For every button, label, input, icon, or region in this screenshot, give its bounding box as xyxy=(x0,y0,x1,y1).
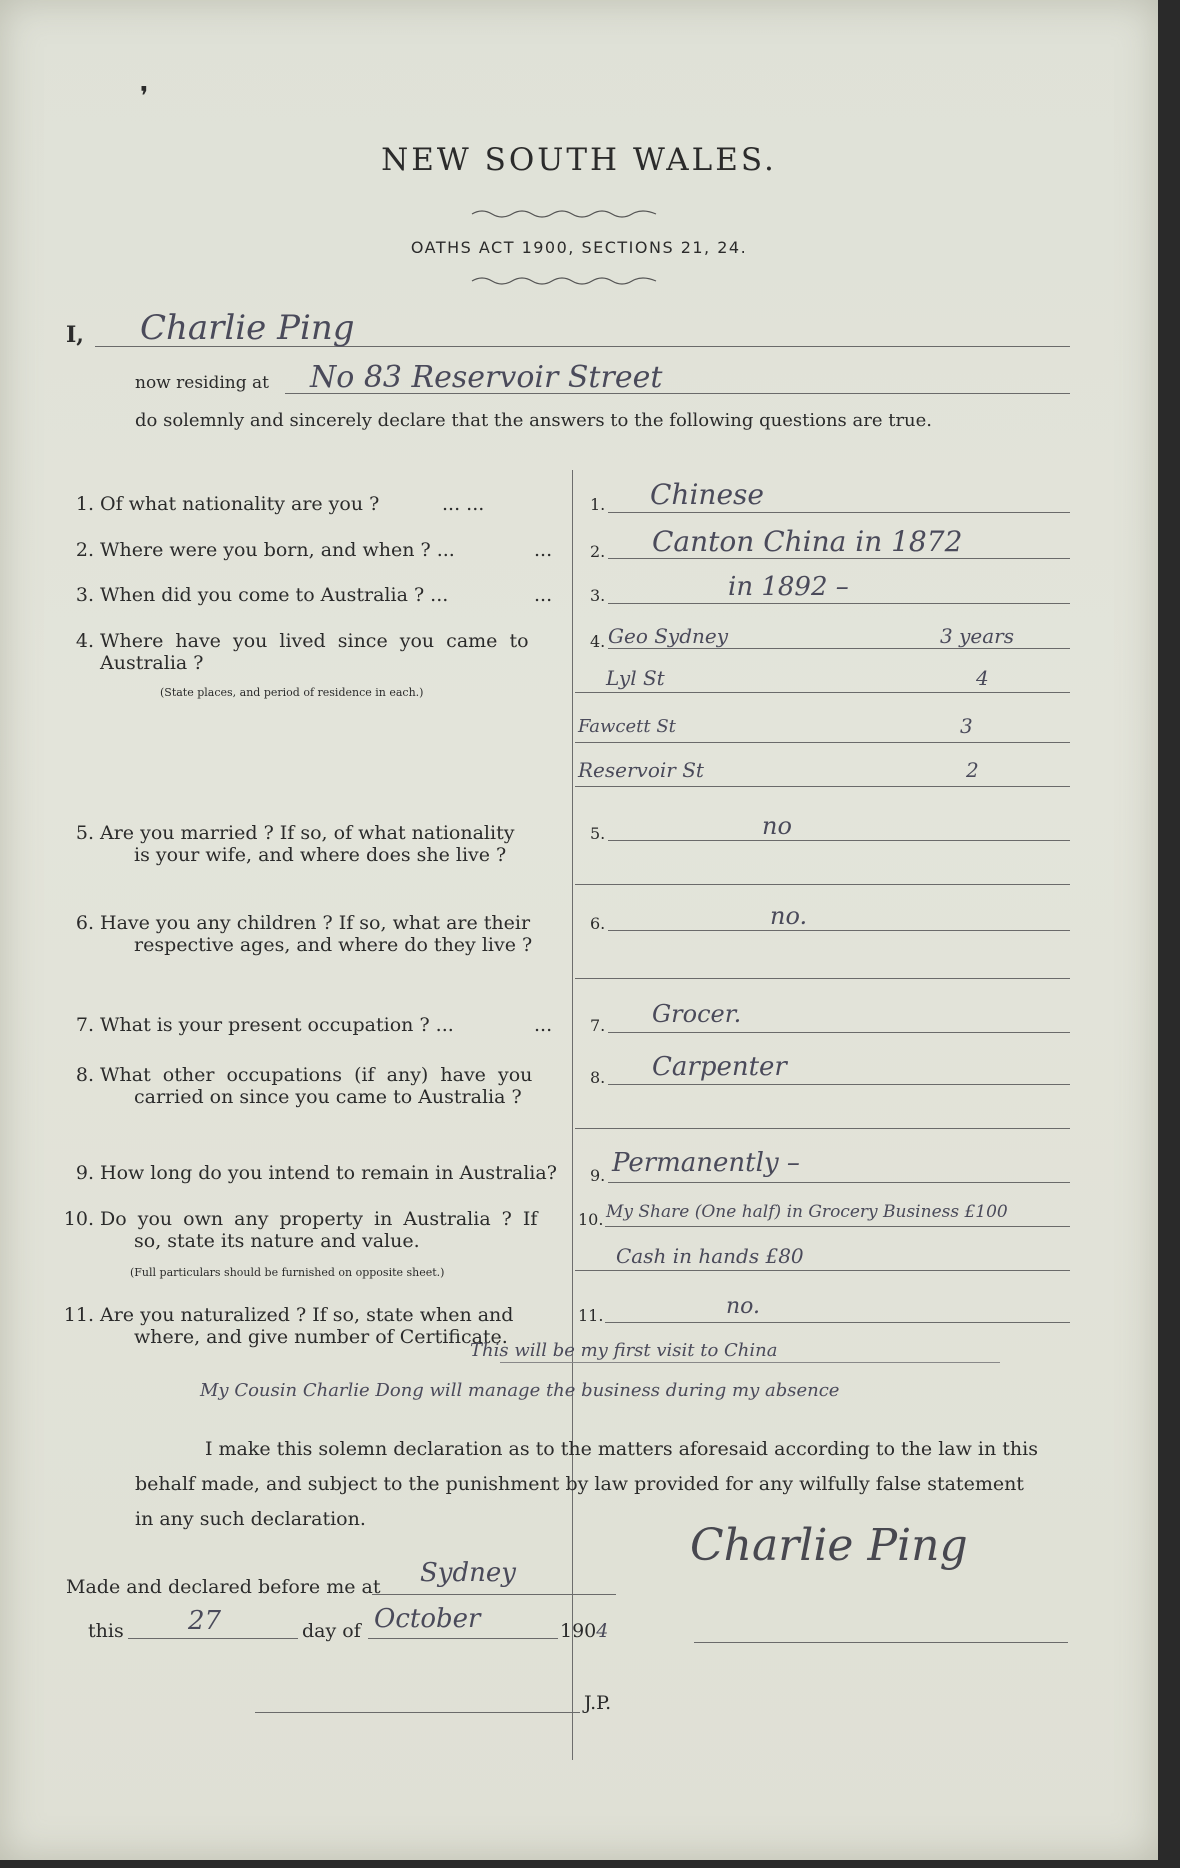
day-of-label: day of xyxy=(302,1620,361,1642)
solemn-declaration-line-2: behalf made, and subject to the punishment by law provided for any wilfully false statement xyxy=(135,1473,1024,1495)
question-6-cont: respective ages, and where do they live ? xyxy=(134,934,533,956)
answer-4-years-3: 3 xyxy=(960,714,973,738)
jp-label: J.P. xyxy=(584,1692,612,1714)
answer-4-number: 4. xyxy=(590,632,606,651)
answer-2: Canton China in 1872 xyxy=(652,525,963,558)
answer-4-years-4: 2 xyxy=(966,758,979,782)
declared-place: Sydney xyxy=(420,1558,516,1588)
answer-1-line xyxy=(608,512,1070,513)
year-printed: 190 xyxy=(560,1620,597,1642)
year-prefix xyxy=(560,1620,608,1642)
answer-6-line xyxy=(608,930,1070,931)
answer-9: Permanently – xyxy=(612,1148,800,1178)
i-prefix: I, xyxy=(66,322,84,348)
answer-4-place-4: Reservoir St xyxy=(578,758,704,782)
declared-day: 27 xyxy=(188,1606,222,1636)
answer-3-line xyxy=(608,603,1070,604)
residing-label: now residing at xyxy=(135,373,270,393)
question-5-cont: is your wife, and where does she live ? xyxy=(134,844,507,866)
answer-5-line xyxy=(608,840,1070,841)
jp-line xyxy=(255,1712,580,1713)
answer-3-number: 3. xyxy=(590,586,606,605)
answer-4-line-2 xyxy=(575,692,1070,693)
answer-1: Chinese xyxy=(650,478,764,511)
answer-4-place-3: Fawcett St xyxy=(578,716,676,737)
ornament-rule-top xyxy=(470,208,660,220)
answer-6: no. xyxy=(770,902,808,930)
act-subtitle: OATHS ACT 1900, SECTIONS 21, 24. xyxy=(410,238,748,257)
answer-10-cont: Cash in hands £80 xyxy=(616,1244,804,1268)
answer-9-line xyxy=(608,1182,1070,1183)
answer-8-number: 8. xyxy=(590,1068,606,1087)
answer-2-line xyxy=(608,558,1070,559)
answer-11-line xyxy=(605,1322,1070,1323)
month-line xyxy=(368,1638,558,1639)
extra-note-1: This will be my first visit to China xyxy=(470,1340,778,1361)
answer-8: Carpenter xyxy=(652,1052,787,1082)
question-10-cont: so, state its nature and value. xyxy=(134,1230,420,1252)
answer-4-years-2: 4 xyxy=(976,666,989,690)
answer-5: no xyxy=(762,812,792,840)
answer-4-place-1: Geo Sydney xyxy=(608,624,729,648)
declared-label: Made and declared before me at xyxy=(66,1576,381,1598)
form-title: NEW SOUTH WALES. xyxy=(381,142,777,178)
answer-6-line-2 xyxy=(575,978,1070,979)
answer-4-line-1 xyxy=(608,648,1070,649)
answer-7-number: 7. xyxy=(590,1016,606,1035)
answer-2-number: 2. xyxy=(590,542,606,561)
answer-3: in 1892 – xyxy=(728,572,849,602)
declarant-signature: Charlie Ping xyxy=(690,1520,968,1571)
declarant-name: Charlie Ping xyxy=(140,308,355,348)
answer-10-line xyxy=(605,1226,1070,1227)
day-line xyxy=(128,1638,298,1639)
question-4-note: (State places, and period of residence in each.) xyxy=(160,686,424,699)
answer-4-line-3 xyxy=(575,742,1070,743)
question-8-cont: carried on since you came to Australia ? xyxy=(134,1086,522,1108)
answer-6-number: 6. xyxy=(590,914,606,933)
answer-7: Grocer. xyxy=(652,1000,742,1028)
question-4-cont: Australia ? xyxy=(100,652,204,674)
solemn-declaration-line-1: I make this solemn declaration as to the matters aforesaid according to the law in this xyxy=(205,1438,1038,1460)
place-line xyxy=(372,1594,616,1595)
question-11-cont: where, and give number of Certificate. xyxy=(134,1326,508,1348)
answer-11-number: 11. xyxy=(578,1306,604,1325)
answer-5-line-2 xyxy=(575,884,1070,885)
extra-note-line xyxy=(500,1362,1000,1363)
corner-mark: ❜ xyxy=(140,82,149,112)
answer-11: no. xyxy=(726,1294,761,1319)
answer-10-number: 10. xyxy=(578,1210,604,1229)
solemn-declaration-line-3: in any such declaration. xyxy=(135,1508,366,1530)
answer-10: My Share (One half) in Grocery Business £100 xyxy=(606,1202,1008,1222)
signature-line xyxy=(694,1642,1068,1643)
question-10-note: (Full particulars should be furnished on opposite sheet.) xyxy=(130,1266,445,1279)
declarant-address: No 83 Reservoir Street xyxy=(310,360,663,395)
declared-month: October xyxy=(374,1604,481,1634)
answer-9-number: 9. xyxy=(590,1166,606,1185)
answer-4-line-4 xyxy=(575,786,1070,787)
answer-4-years-1: 3 years xyxy=(940,624,1014,648)
answer-5-number: 5. xyxy=(590,824,606,843)
extra-note-2: My Cousin Charlie Dong will manage the business during my absence xyxy=(200,1380,840,1401)
answer-1-number: 1. xyxy=(590,495,606,514)
answer-10-line-2 xyxy=(575,1270,1070,1271)
column-divider xyxy=(572,470,573,1760)
declaration-form: ❜ NEW SOUTH WALES. OATHS ACT 1900, SECTIONS 21, 24. I, Charlie Ping now residing at No 83 Reservoir Street do solemnly and sincerely declare that the answers to the following questions are true. 1. Of what nationality are you ? ... ... 1. Chinese 2. Where were you born, and when ? ... ... 2. Canton China in 1872 3. When did you come to Australia ? ... ... 3. in 1892 – 4. Where have you lived since you came to Australia ? (State places, and period of residence in each.) 4. Geo Sydney 3 years Lyl St 4 Fawcett St 3 Reservoir St 2 5. Are you married ? If so, of what nationality is your wife, and where does she live ? 5. no 6. Have you any children ? If so, what are their respective ages, and where do they live ? 6. no. 7. What is your present occupation ? ... ... 7. Grocer. 8. What other occupations (if any) have you carried on since you came to Australia ? 8. Carpenter 9. How long do you intend to remain in Australia? 9. Permanently – 10. Do you own any property in Australia ? If so, state its nature and value. (Full particulars should be furnished on opposite sheet.) 10. My Share (One half) in Grocery Business £100 Cash in hands £80 11. Are you naturalized ? If so, state when and where, and give number of Certificate. 11. no. This will be my first visit to China My Cousin Charlie Dong will manage the business during my absence I make this solemn declaration as to the matters aforesaid according to the law in this behalf made, and subject to the punishment by law provided for any wilfully false statement in any such declaration. Made and declared before me at Sydney Charlie Ping this 27 day of October 1904 J.P. xyxy=(0,0,1158,1860)
answer-8-line xyxy=(608,1084,1070,1085)
ornament-rule-bottom xyxy=(470,275,660,287)
answer-7-line xyxy=(608,1032,1070,1033)
year-handwritten: 4 xyxy=(596,1620,609,1642)
declare-statement: do solemnly and sincerely declare that the answers to the following questions are true. xyxy=(135,410,933,431)
this-label: this xyxy=(88,1620,124,1642)
answer-4-place-2: Lyl St xyxy=(606,666,665,690)
answer-8-line-2 xyxy=(575,1128,1070,1129)
